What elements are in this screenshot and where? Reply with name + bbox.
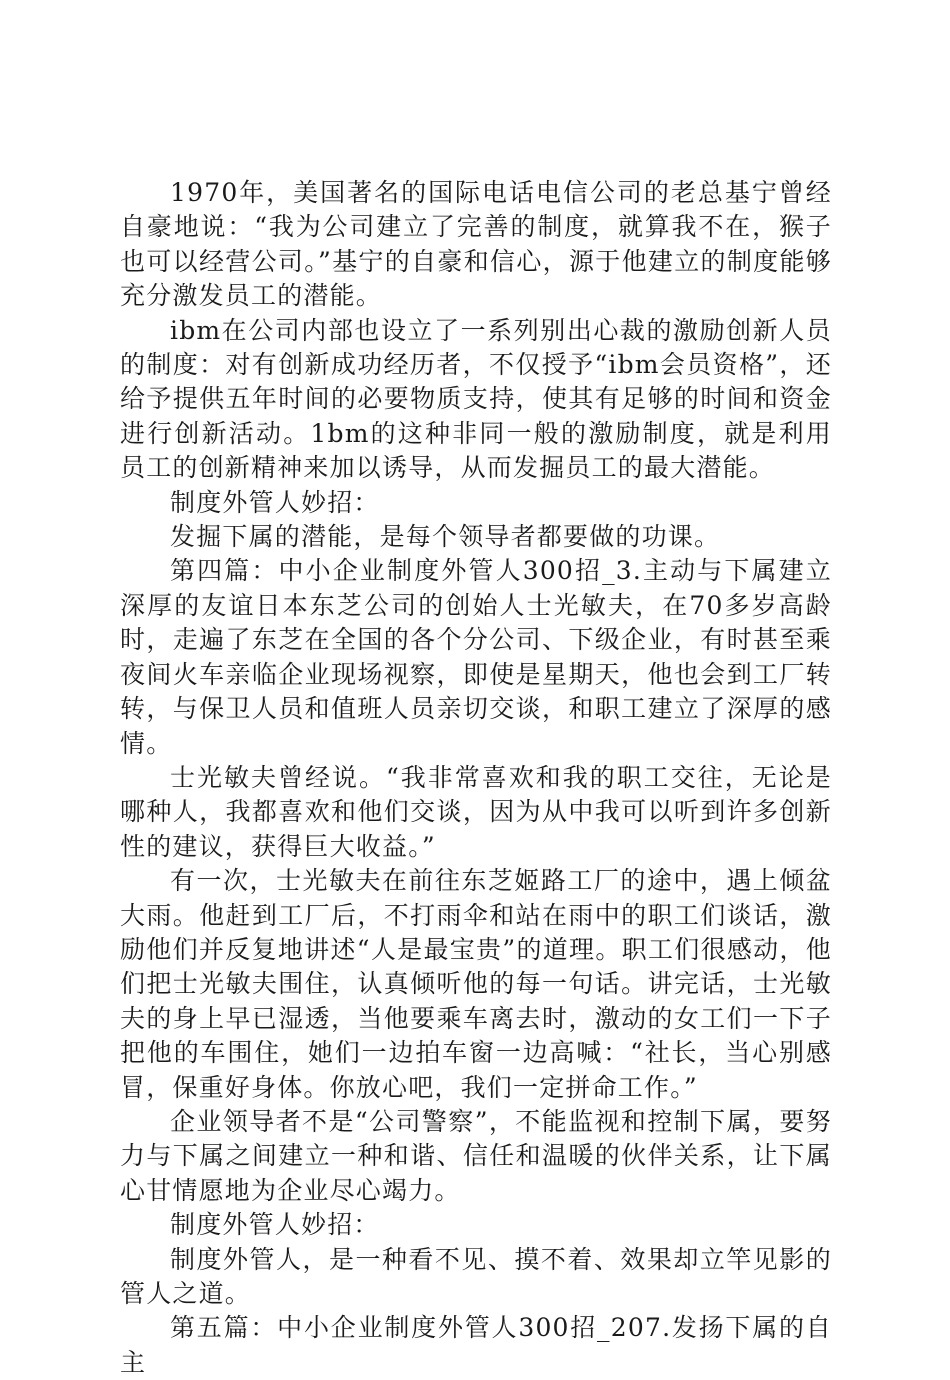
paragraph: 发掘下属的潜能，是每个领导者都要做的功课。 <box>170 522 721 552</box>
document-body <box>120 176 832 1380</box>
paragraph: 制度外管人，是一种看不见、摸不着、效果却立竿见影的管人之道。 <box>120 1244 832 1308</box>
paragraph: 士光敏夫曾经说。“我非常喜欢和我的职工交往，无论是哪种人，我都喜欢和他们交谈，因为从中我可以听到许多创新性的建议，获得巨大收益。” <box>120 762 832 861</box>
paragraph-heading: 制度外管人妙招： <box>170 487 380 517</box>
paragraph: 企业领导者不是“公司警察”，不能监视和控制下属，要努力与下属之间建立一种和谐、信任和温暖的伙伴关系，让下属心甘情愿地为企业尽心竭力。 <box>120 1106 832 1205</box>
paragraph: ibm在公司内部也设立了一系列别出心裁的激励创新人员的制度：对有创新成功经历者，不仅授予“ibm会员资格”，还给予提供五年时间的必要物质支持，使其有足够的时间和资金进行创新活动。1bm的这种非同一般的激励制度，就是利用员工的创新精神来加以诱导，从而发掘员工的最大潜能。 <box>120 315 832 483</box>
paragraph: 有一次，士光敏夫在前往东芝姬路工厂的途中，遇上倾盆大雨。他赶到工厂后，不打雨伞和站在雨中的职工们谈话，激励他们并反复地讲述“人是最宝贵”的道理。职工们很感动，他们把士光敏夫围住，认真倾听他的每一句话。讲完话，士光敏夫的身上早已湿透，当他要乘车离去时，激动的女工们一下子把他的车围住，她们一边拍车窗一边高喊：“社长，当心别感冒，保重好身体。你放心吧，我们一定拼命工作。” <box>120 866 832 1102</box>
paragraph-heading: 制度外管人妙招： <box>170 1210 380 1240</box>
paragraph: 第四篇：中小企业制度外管人300招_3.主动与下属建立深厚的友谊日本东芝公司的创始人士光敏夫，在70多岁高龄时，走遍了东芝在全国的各个分公司、下级企业，有时甚至乘夜间火车亲临企业现场视察，即使是星期天，他也会到工厂转转，与保卫人员和值班人员亲切交谈，和职工建立了深厚的感情。 <box>120 556 832 758</box>
paragraph: 第五篇：中小企业制度外管人300招_207.发扬下属的自主 <box>120 1313 832 1377</box>
paragraph: 1970年，美国著名的国际电话电信公司的老总基宁曾经自豪地说：“我为公司建立了完善的制度，就算我不在，猴子也可以经营公司。”基宁的自豪和信心，源于他建立的制度能够充分激发员工的潜能。 <box>120 178 832 311</box>
